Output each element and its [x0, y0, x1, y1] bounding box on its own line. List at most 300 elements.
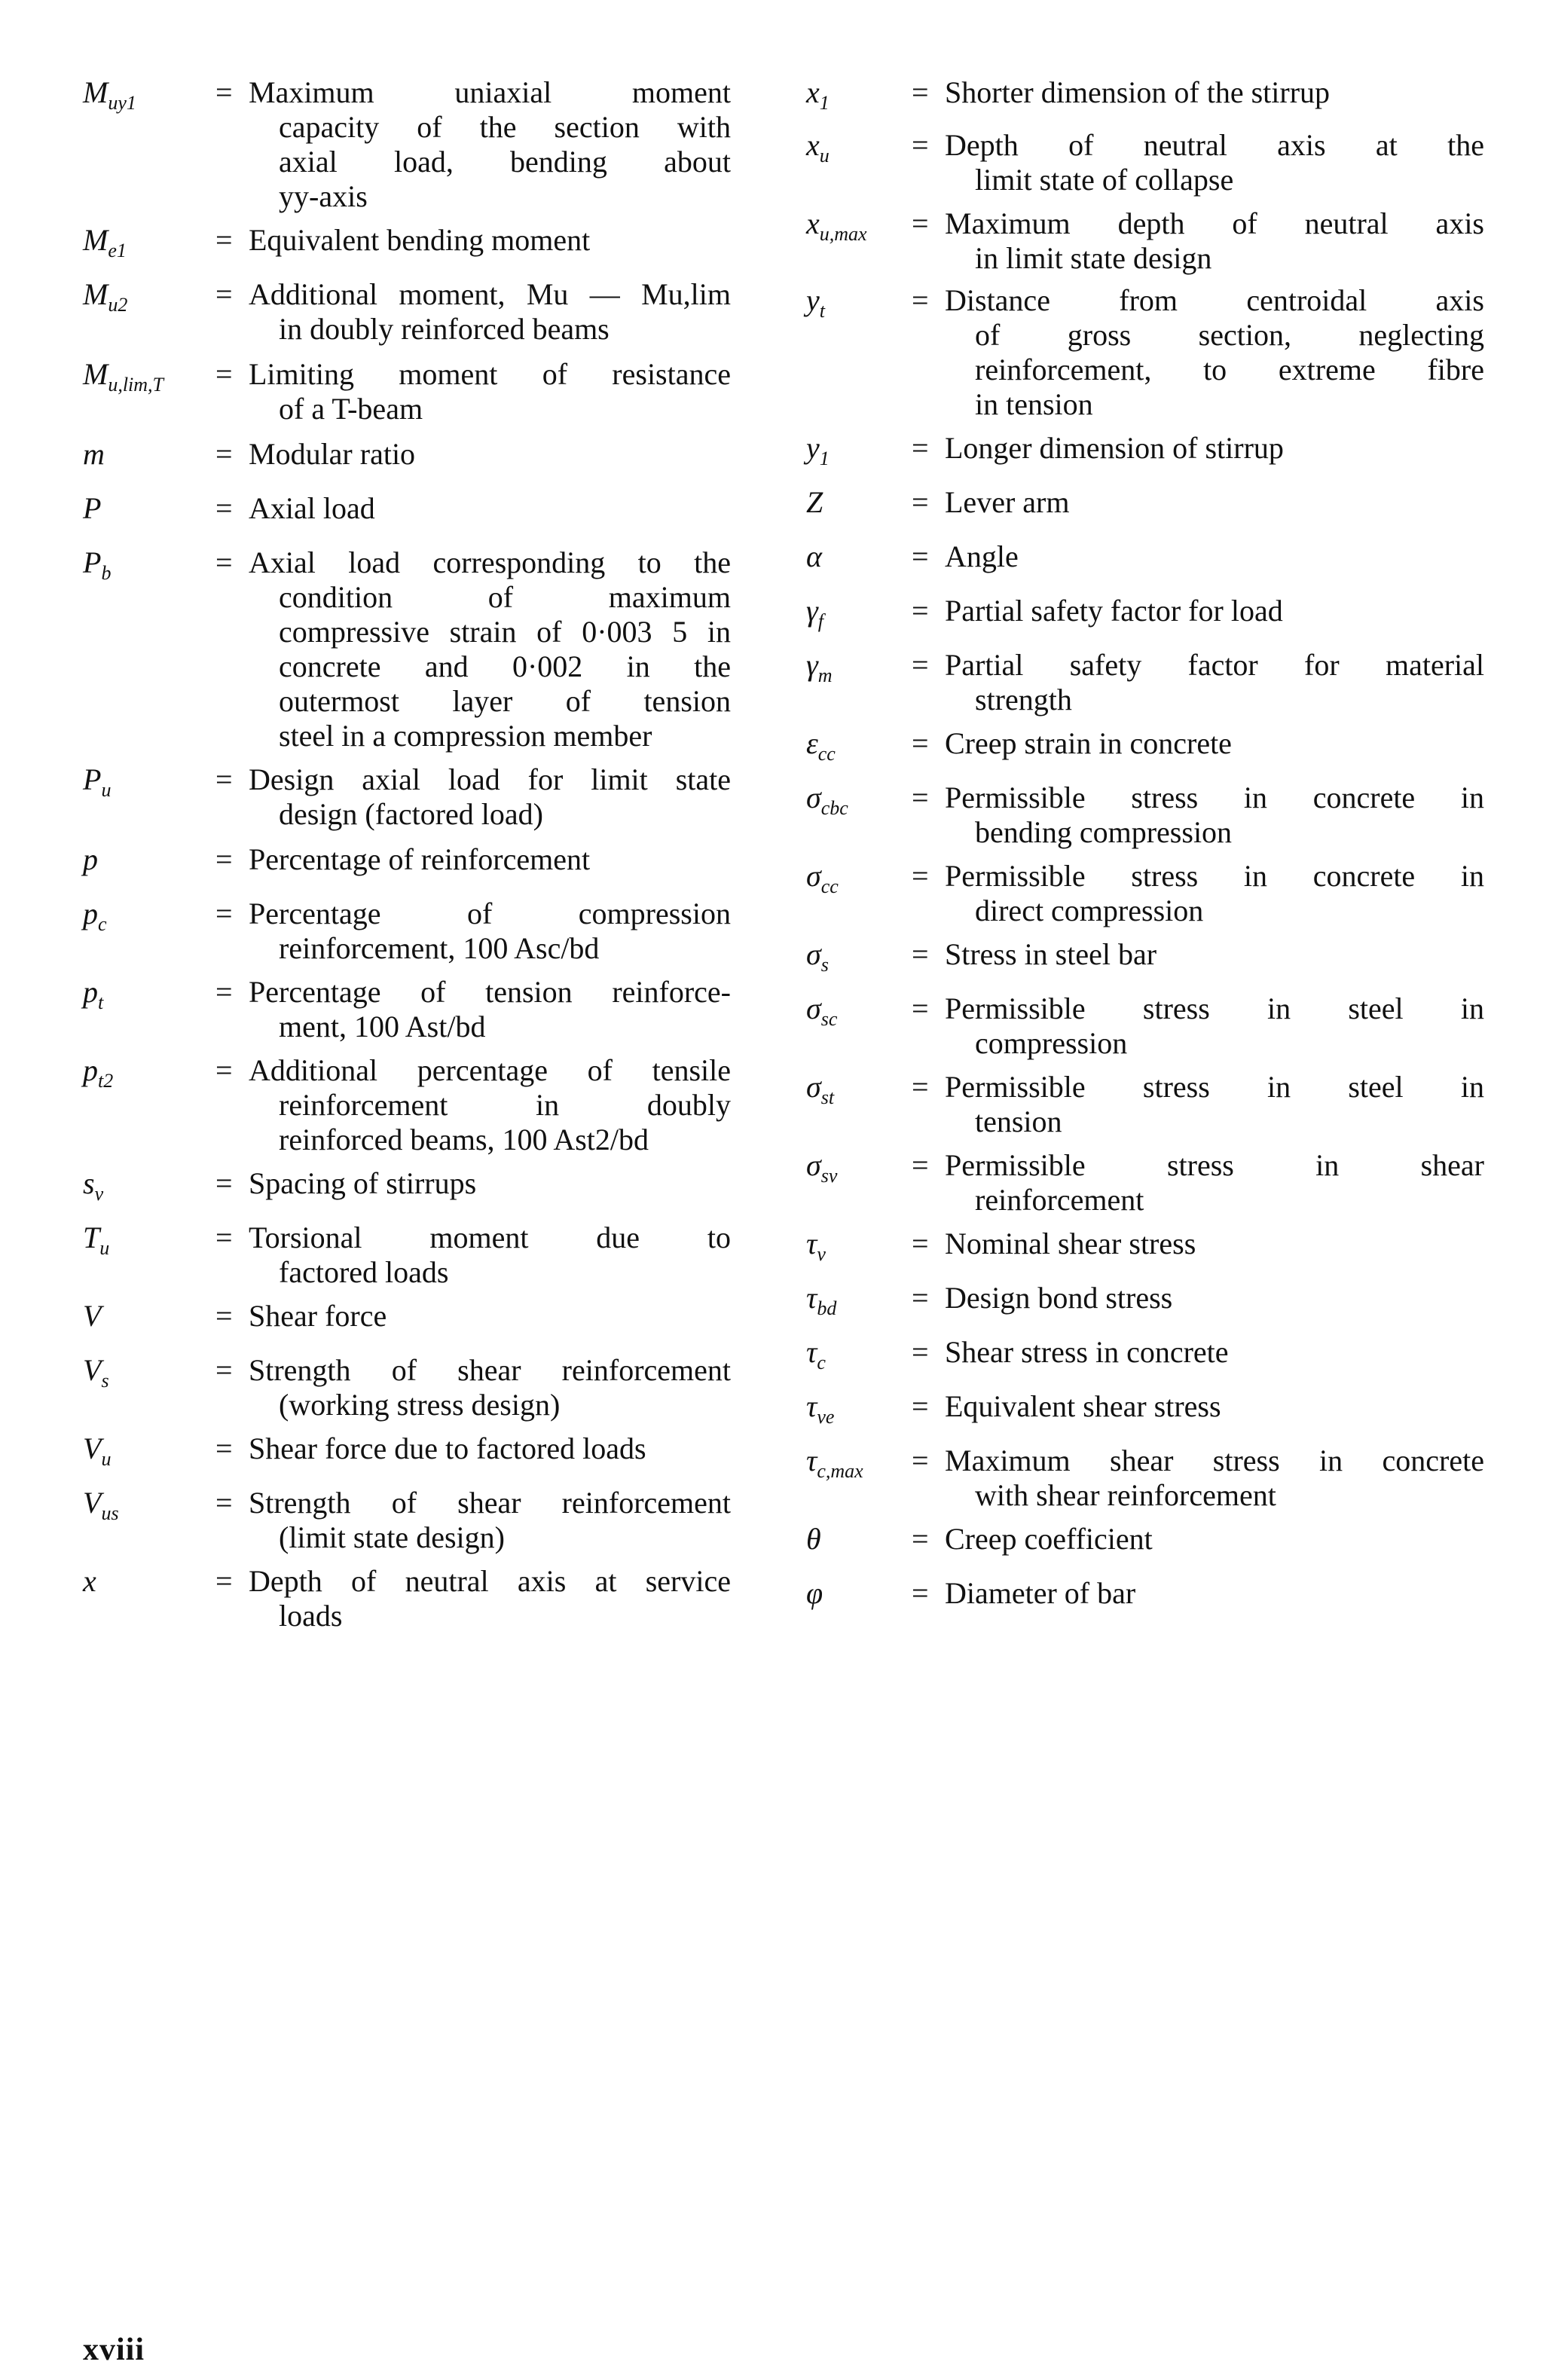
definition [912, 1148, 1484, 1217]
symbol-subscript: b [101, 562, 112, 584]
symbol-main: x [806, 75, 820, 109]
equals-sign: = [912, 485, 929, 519]
definition-line: factored loads [279, 1255, 449, 1289]
symbol-main: σ [806, 859, 821, 893]
equals-sign: = [215, 1353, 233, 1387]
definition-text [249, 357, 731, 426]
equals-sign: = [912, 1444, 929, 1477]
symbol-entry [806, 1522, 1484, 1567]
definition [912, 726, 1484, 761]
definition-line: Strength of shear reinforcement [249, 1353, 731, 1387]
symbol-main: V [83, 1299, 102, 1333]
symbol [83, 223, 215, 268]
definition-line: tension [975, 1104, 1062, 1138]
symbol [806, 726, 912, 771]
symbol-main: ε [806, 726, 818, 760]
symbol [806, 283, 912, 328]
symbol-main: M [83, 75, 108, 109]
symbol-subscript: u,lim,T [108, 374, 164, 396]
definition [215, 1221, 731, 1290]
definition [215, 897, 731, 966]
equals-sign: = [912, 781, 929, 814]
symbol-entry [83, 545, 731, 753]
symbol-main: V [83, 1486, 102, 1520]
symbol-main: τ [806, 1444, 817, 1477]
page-number: xviii [83, 2333, 145, 2367]
definition [215, 1353, 731, 1422]
definition-line: Torsional moment due to [249, 1221, 731, 1254]
symbol [806, 781, 912, 826]
definition-line: Permissible stress in steel in [945, 991, 1484, 1025]
symbol-main: P [83, 762, 102, 796]
definition [912, 1522, 1484, 1557]
definition [912, 594, 1484, 628]
definition-line: Modular ratio [249, 437, 416, 471]
symbol [806, 859, 912, 904]
symbol [806, 75, 912, 121]
symbol-entry [806, 539, 1484, 585]
definition-text [249, 223, 731, 258]
symbol-main: τ [806, 1335, 817, 1369]
definition-line: Shorter dimension of the stirrup [945, 75, 1331, 109]
symbol-main: M [83, 277, 108, 311]
symbol-entry [806, 991, 1484, 1061]
symbol-subscript: c [817, 1352, 826, 1373]
definition [912, 431, 1484, 466]
symbol [83, 1353, 215, 1398]
symbol-main: s [83, 1166, 95, 1200]
symbol-subscript: s [820, 954, 829, 976]
definition-line: in tension [975, 387, 1093, 421]
definition-text [945, 485, 1484, 520]
symbol-subscript: 1 [819, 448, 830, 469]
definition-line: Shear stress in concrete [945, 1335, 1229, 1369]
equals-sign: = [215, 975, 233, 1009]
symbol-entry [806, 726, 1484, 771]
definition [215, 975, 731, 1044]
equals-sign: = [215, 75, 233, 109]
equals-sign: = [215, 897, 233, 930]
symbol-entry [806, 1576, 1484, 1621]
equals-sign: = [912, 859, 929, 893]
symbol-entry [806, 75, 1484, 121]
symbol [806, 1335, 912, 1380]
symbol-entry [806, 1148, 1484, 1217]
definition-text [249, 491, 731, 526]
definition-line: Shear force due to factored loads [249, 1431, 646, 1465]
definition-line: axial load, bending about [279, 145, 731, 179]
symbol [806, 1522, 912, 1567]
definition-text [249, 277, 731, 347]
symbol [83, 897, 215, 942]
definition [912, 1070, 1484, 1139]
definition-line: reinforcement, 100 Asc/bd [279, 931, 600, 965]
symbol-subscript: t [98, 991, 104, 1013]
symbol-subscript: sc [820, 1008, 838, 1030]
symbol-main: x [806, 128, 820, 162]
definition-text [249, 545, 731, 753]
symbol-main: τ [806, 1389, 817, 1423]
symbol [83, 1431, 215, 1477]
equals-sign: = [215, 1486, 233, 1520]
equals-sign: = [215, 1431, 233, 1465]
equals-sign: = [912, 206, 929, 240]
definition-line: (limit state design) [279, 1520, 505, 1554]
definition-text [249, 1564, 731, 1633]
equals-sign: = [215, 1166, 233, 1200]
symbol-main: σ [806, 937, 821, 971]
symbol [83, 357, 215, 402]
definition [912, 781, 1484, 850]
symbol-entry [806, 781, 1484, 850]
equals-sign: = [215, 1053, 233, 1087]
definition-line: Nominal shear stress [945, 1227, 1196, 1260]
symbol-main: p [83, 1053, 98, 1087]
definition-line: Additional percentage of tensile [249, 1053, 731, 1087]
definition-text [945, 1522, 1484, 1557]
definition-line: Distance from centroidal axis [945, 283, 1484, 317]
definition-line: Limiting moment of resistance [249, 357, 731, 391]
symbol [806, 594, 912, 639]
definition [912, 128, 1484, 197]
definition [912, 1281, 1484, 1315]
symbol-subscript: u [101, 1448, 112, 1470]
symbol-main: y [806, 283, 820, 317]
definition [912, 485, 1484, 520]
symbol [83, 762, 215, 808]
definition-line: Permissible stress in concrete in [945, 859, 1484, 893]
definition-line: Axial load corresponding to the [249, 545, 731, 579]
definition [215, 1564, 731, 1633]
symbol [83, 1166, 215, 1211]
symbol-subscript: st [820, 1086, 835, 1108]
definition-text [945, 781, 1484, 850]
definition [215, 545, 731, 753]
symbol-entry [83, 1053, 731, 1157]
symbol [806, 539, 912, 585]
symbol-main: y [806, 431, 820, 465]
definition [912, 539, 1484, 574]
symbol-subscript: cc [817, 743, 836, 765]
definition [912, 1576, 1484, 1611]
definition [215, 75, 731, 214]
symbol [806, 1070, 912, 1115]
symbol [806, 991, 912, 1037]
symbol-subscript: uy1 [108, 92, 136, 114]
symbol [83, 75, 215, 121]
definition [912, 283, 1484, 422]
symbol-subscript: e1 [108, 240, 127, 261]
definition [215, 1486, 731, 1555]
symbol-main: θ [806, 1522, 821, 1556]
symbol [806, 937, 912, 982]
definition-text [249, 842, 731, 877]
equals-sign: = [215, 842, 233, 876]
symbol [806, 1227, 912, 1272]
symbol [83, 1221, 215, 1266]
symbol-entry [83, 437, 731, 482]
definition-text [249, 1431, 731, 1466]
definition-text [945, 539, 1484, 574]
symbol [83, 277, 215, 322]
symbol-main: γ [806, 594, 818, 628]
definition-line: in limit state design [975, 241, 1212, 275]
symbol-entry [83, 1166, 731, 1211]
definition [912, 648, 1484, 717]
symbol-subscript: us [101, 1502, 119, 1524]
symbol-main: Z [806, 485, 823, 519]
definition-text [249, 1299, 731, 1334]
definition-text [249, 437, 731, 472]
equals-sign: = [912, 648, 929, 682]
symbol-entry [83, 491, 731, 536]
definition-text [249, 1053, 731, 1157]
equals-sign: = [912, 1227, 929, 1260]
symbol-subscript: u,max [819, 223, 867, 245]
symbol-entry [83, 1221, 731, 1290]
symbol [83, 1564, 215, 1609]
definition-line: condition of maximum [279, 580, 731, 614]
symbol-entry [806, 206, 1484, 276]
symbol [806, 1389, 912, 1434]
definition-line: Percentage of compression [249, 897, 731, 930]
equals-sign: = [912, 1070, 929, 1104]
symbol-entry [806, 1389, 1484, 1434]
symbol [83, 1053, 215, 1098]
equals-sign: = [215, 491, 233, 525]
symbol-entry [83, 1353, 731, 1422]
equals-sign: = [912, 1576, 929, 1610]
equals-sign: = [912, 1522, 929, 1556]
symbol-subscript: v [817, 1243, 826, 1265]
definition [215, 842, 731, 877]
definition [912, 1389, 1484, 1424]
symbol-subscript: 1 [819, 92, 830, 114]
symbol-main: T [83, 1221, 100, 1254]
symbol-entry [83, 762, 731, 832]
symbol-subscript: u [819, 145, 830, 167]
symbol-subscript: u [101, 779, 112, 801]
symbol-subscript: sv [820, 1165, 838, 1187]
symbol-entry [806, 1227, 1484, 1272]
symbol [806, 648, 912, 693]
definition-line: strength [975, 683, 1072, 716]
symbol-subscript: t [819, 300, 825, 322]
symbol [83, 1299, 215, 1344]
definition-line: of gross section, neglecting [975, 318, 1484, 352]
equals-sign: = [912, 1148, 929, 1182]
definition-line: Partial safety factor for material [945, 648, 1484, 682]
symbol-main: V [83, 1431, 102, 1465]
definition-text [945, 1444, 1484, 1513]
definition-line: design (factored load) [279, 797, 543, 831]
symbol [806, 206, 912, 252]
symbol-entry [83, 1486, 731, 1555]
definition [912, 859, 1484, 928]
symbol-main: V [83, 1353, 102, 1387]
definition [912, 1335, 1484, 1370]
equals-sign: = [912, 1389, 929, 1423]
equals-sign: = [912, 75, 929, 109]
definition-line: Spacing of stirrups [249, 1166, 477, 1200]
symbol-main: σ [806, 1148, 821, 1182]
symbol-entry [806, 1444, 1484, 1513]
symbol-subscript: m [817, 665, 833, 686]
equals-sign: = [215, 1299, 233, 1333]
symbol-subscript: f [817, 610, 823, 632]
symbol-main: σ [806, 781, 821, 814]
definition-line: Design axial load for limit state [249, 762, 731, 796]
definition-text [945, 431, 1484, 466]
symbol-subscript: c,max [817, 1460, 863, 1482]
equals-sign: = [912, 726, 929, 760]
definition-line: yy-axis [279, 179, 368, 213]
definition [215, 437, 731, 472]
definition [215, 357, 731, 426]
equals-sign: = [912, 128, 929, 162]
symbol-entry [806, 1335, 1484, 1380]
symbol-subscript: s [101, 1370, 109, 1392]
symbol [83, 842, 215, 888]
definition-line: Permissible stress in steel in [945, 1070, 1484, 1104]
equals-sign: = [215, 1564, 233, 1598]
symbol-entry [806, 594, 1484, 639]
definition-text [249, 75, 731, 214]
definition [215, 491, 731, 526]
symbol [806, 1576, 912, 1621]
symbol [83, 1486, 215, 1531]
definition-line: Creep strain in concrete [945, 726, 1232, 760]
definition-line: (working stress design) [279, 1388, 561, 1422]
symbol [806, 1444, 912, 1489]
definition-text [249, 1221, 731, 1290]
symbol [83, 975, 215, 1020]
symbol-main: p [83, 975, 98, 1009]
definition-line: steel in a compression member [279, 719, 652, 753]
definition-line: reinforcement, to extreme fibre [975, 353, 1484, 386]
definition-text [945, 937, 1484, 972]
symbol-main: p [83, 897, 98, 930]
symbol-entry [83, 1431, 731, 1477]
symbol [83, 545, 215, 591]
definition [912, 1444, 1484, 1513]
equals-sign: = [215, 357, 233, 391]
definition-line: concrete and 0·002 in the [279, 649, 731, 683]
symbol-entry [83, 897, 731, 966]
definition-line: Axial load [249, 491, 375, 525]
definition-line: Shear force [249, 1299, 387, 1333]
symbol-entry [806, 431, 1484, 476]
symbol [806, 128, 912, 173]
symbol-entry [806, 859, 1484, 928]
definition-line: Percentage of tension reinforce- [249, 975, 731, 1009]
symbol-main: x [806, 206, 820, 240]
symbol-main: x [83, 1564, 96, 1598]
definition-line: Permissible stress in concrete in [945, 781, 1484, 814]
equals-sign: = [215, 223, 233, 257]
symbol-entry [806, 648, 1484, 717]
symbol-entry [806, 1281, 1484, 1326]
definition [912, 206, 1484, 276]
symbol-entry [806, 128, 1484, 197]
definition [912, 991, 1484, 1061]
definition-line: Maximum shear stress in concrete [945, 1444, 1484, 1477]
definition [215, 1431, 731, 1466]
definition-text [945, 1576, 1484, 1611]
equals-sign: = [912, 431, 929, 465]
symbol-main: P [83, 545, 102, 579]
symbol-entry [806, 485, 1484, 530]
symbol-main: α [806, 539, 822, 573]
symbol-entry [83, 1564, 731, 1633]
symbol-entry [83, 357, 731, 426]
definition [215, 223, 731, 258]
definition-text [945, 1227, 1484, 1261]
definition-line: Stress in steel bar [945, 937, 1157, 971]
definition-line: ment, 100 Ast/bd [279, 1010, 486, 1043]
equals-sign: = [215, 1221, 233, 1254]
definition-text [249, 1353, 731, 1422]
definition-line: compression [975, 1026, 1128, 1060]
symbol [806, 1148, 912, 1193]
definition-line: Angle [945, 539, 1019, 573]
definition-text [945, 1281, 1484, 1315]
symbol-entry [83, 223, 731, 268]
equals-sign: = [912, 539, 929, 573]
symbol-subscript: bd [817, 1297, 837, 1319]
definition-text [249, 1166, 731, 1201]
symbol [83, 437, 215, 482]
equals-sign: = [912, 991, 929, 1025]
definition-line: Creep coefficient [945, 1522, 1153, 1556]
symbol-entry [83, 277, 731, 347]
definition-line: in doubly reinforced beams [279, 312, 610, 346]
symbol-subscript: t2 [98, 1070, 114, 1092]
definition-text [945, 648, 1484, 717]
symbol-main: σ [806, 1070, 821, 1104]
symbol-main: τ [806, 1281, 817, 1315]
definition-line: compressive strain of 0·003 5 in [279, 615, 731, 649]
definition-line: capacity of the section with [279, 110, 731, 144]
symbol-main: φ [806, 1576, 823, 1610]
definition-text [945, 726, 1484, 761]
symbol-entry [83, 1299, 731, 1344]
symbol-entry [806, 937, 1484, 982]
definition-line: reinforcement in doubly [279, 1088, 731, 1122]
definition-text [945, 75, 1484, 110]
definition-line: Strength of shear reinforcement [249, 1486, 731, 1520]
symbol-entry [83, 842, 731, 888]
definition-text [945, 206, 1484, 276]
definition-line: reinforcement [975, 1183, 1144, 1217]
symbol-subscript: cbc [820, 797, 848, 819]
equals-sign: = [215, 762, 233, 796]
symbol [806, 431, 912, 476]
definition [215, 1299, 731, 1334]
symbol-main: M [83, 223, 108, 257]
definition-text [249, 897, 731, 966]
definition [912, 1227, 1484, 1261]
definition-text [945, 1148, 1484, 1217]
symbol-subscript: cc [820, 875, 839, 897]
definition-text [945, 1335, 1484, 1370]
symbol-main: τ [806, 1227, 817, 1260]
equals-sign: = [912, 594, 929, 628]
definition-text [945, 1389, 1484, 1424]
definition-text [945, 1070, 1484, 1139]
definition-line: outermost layer of tension [279, 684, 731, 718]
definition [215, 1166, 731, 1201]
